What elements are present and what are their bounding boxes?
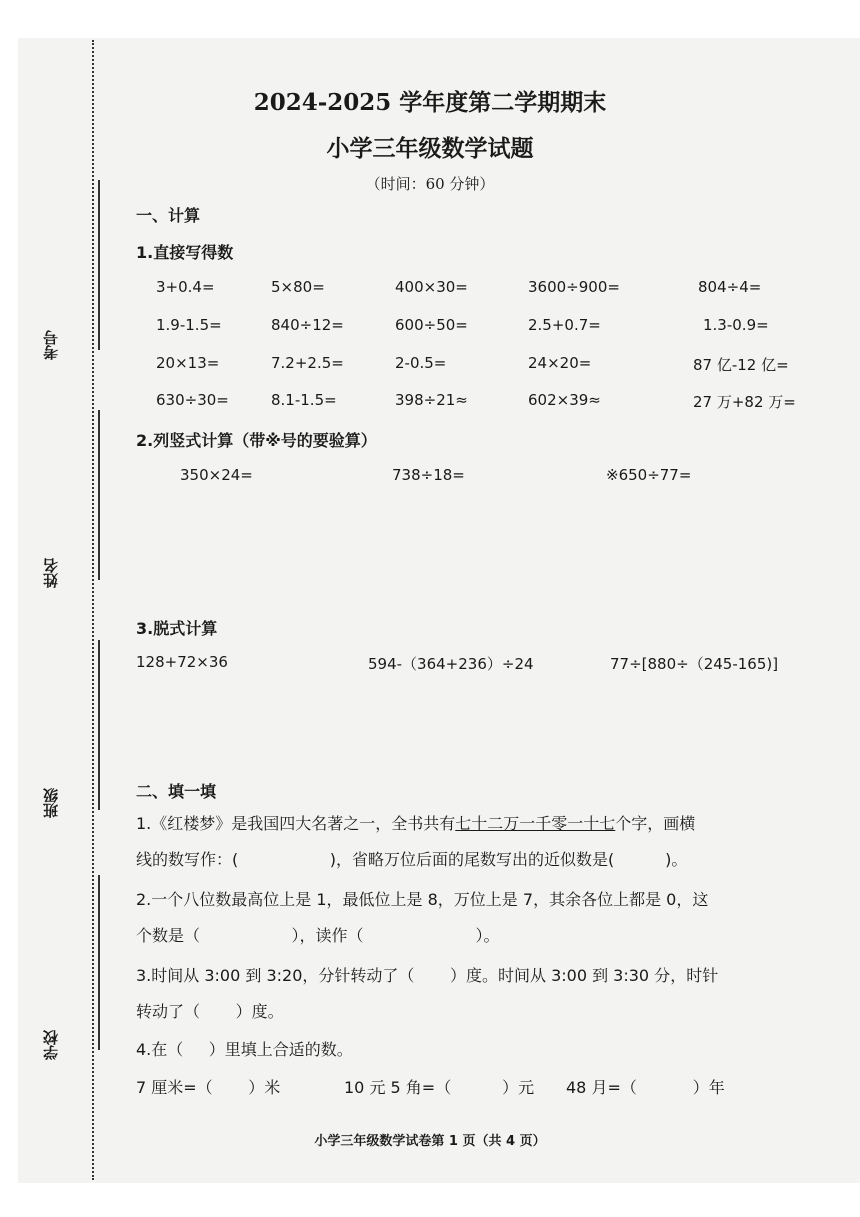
calc-item: 1.3-0.9=: [703, 316, 769, 334]
question-4-item: 7 厘米=（ ）米: [136, 1078, 281, 1097]
side-field-line: [98, 180, 100, 350]
vertical-calc-item: 738÷18=: [392, 466, 465, 484]
question-text: 个字，画横: [615, 814, 696, 833]
question-4-item: 10 元 5 角=（ ）元: [344, 1078, 535, 1097]
side-field-school: [40, 875, 80, 1075]
question-text: 1.《红楼梦》是我国四大名著之一，全书共有: [136, 814, 456, 833]
side-field-line: [98, 410, 100, 580]
calc-item: 7.2+2.5=: [271, 354, 344, 372]
calc-item: 24×20=: [528, 354, 592, 372]
underlined-number-words: 七十二万一千零一十七: [455, 814, 616, 833]
part-heading-vertical: 2.列竖式计算（带※号的要验算）: [136, 431, 377, 450]
side-field-label: 姓名: [42, 558, 60, 588]
stepwise-calc-item: 594-（364+236）÷24: [368, 655, 534, 673]
calc-item: 2.5+0.7=: [528, 316, 601, 334]
part-heading-direct: 1.直接写得数: [136, 243, 234, 262]
calc-item: 3+0.4=: [156, 278, 215, 296]
side-field-name: [40, 410, 80, 610]
calc-item: 8.1-1.5=: [271, 391, 337, 409]
calc-item: 804÷4=: [698, 278, 762, 296]
calc-item: 600÷50=: [395, 316, 468, 334]
question-3-line-1: 3.时间从 3:00 到 3:20，分针转动了（ ）度。时间从 3:00 到 3:30 分，时针: [136, 966, 719, 985]
calc-item: 630÷30=: [156, 391, 229, 409]
calc-item: 840÷12=: [271, 316, 344, 334]
question-2-line-2: 个数是（ ），读作（ ）。: [136, 926, 500, 945]
question-4-item: 48 月=（ ）年: [566, 1078, 725, 1097]
part-heading-stepwise: 3.脱式计算: [136, 619, 218, 638]
question-1-line-2: 线的数写作：( )，省略万位后面的尾数写出的近似数是( )。: [136, 850, 688, 869]
exam-title: 2024-2025 学年度第二学期期末: [253, 89, 607, 116]
section-heading-fill: 二、填一填: [136, 782, 217, 801]
stepwise-calc-item: 128+72×36: [136, 653, 228, 671]
side-field-label: 班级: [42, 788, 60, 818]
calc-item: 2-0.5=: [395, 354, 447, 372]
question-1-line-1: [136, 806, 695, 842]
section-heading-calculation: 一、计算: [136, 206, 201, 225]
calc-item: 1.9-1.5=: [156, 316, 222, 334]
calc-item: 398÷21≈: [395, 391, 468, 409]
exam-subtitle: 小学三年级数学试题: [326, 136, 534, 162]
question-4-line-1: 4.在（ ）里填上合适的数。: [136, 1040, 353, 1059]
side-field-label: 考号: [42, 330, 60, 360]
side-field-label: 学校: [42, 1030, 60, 1060]
side-field-line: [98, 640, 100, 810]
side-field-line: [98, 875, 100, 1050]
binding-margin-line: [92, 40, 94, 1180]
calc-item: 400×30=: [395, 278, 468, 296]
page-footer: 小学三年级数学试卷第 1 页（共 4 页）: [314, 1134, 546, 1149]
calc-item: 20×13=: [156, 354, 220, 372]
question-2-line-1: 2.一个八位数最高位上是 1，最低位上是 8，万位上是 7，其余各位上都是 0，这: [136, 890, 709, 909]
calc-item: 87 亿-12 亿=: [693, 356, 789, 374]
calc-item: 27 万+82 万=: [693, 393, 796, 411]
stepwise-calc-item: 77÷[880÷（245-165)]: [610, 655, 779, 673]
question-3-line-2: 转动了（ ）度。: [136, 1002, 284, 1021]
calc-item: 5×80=: [271, 278, 325, 296]
calc-item: 3600÷900=: [528, 278, 620, 296]
side-field-exam-number: [40, 180, 80, 380]
exam-time: （时间：60 分钟）: [365, 175, 495, 193]
calc-item: 602×39≈: [528, 391, 601, 409]
vertical-calc-item: 350×24=: [180, 466, 253, 484]
vertical-calc-item: ※650÷77=: [606, 466, 692, 484]
side-field-class: [40, 640, 80, 840]
